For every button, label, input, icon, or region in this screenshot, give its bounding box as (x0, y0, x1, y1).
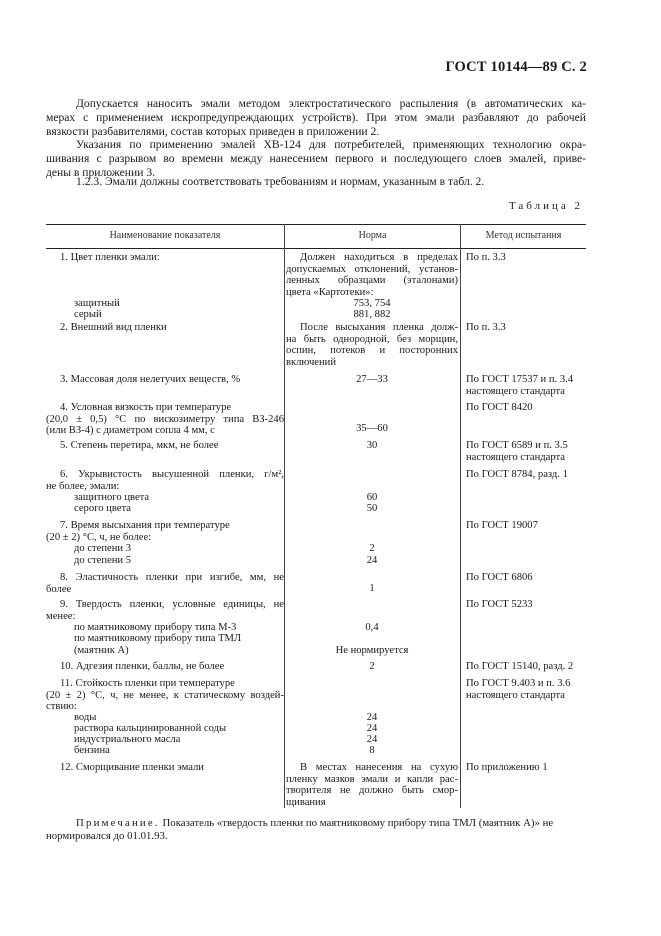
method-text: По ГОСТ 6806 (466, 572, 533, 583)
method-text: По ГОСТ 15140, разд. 2 (466, 661, 574, 672)
sub-norm: 2 (369, 543, 375, 554)
norm-text: пленку мазков эмали и капли рас- (286, 773, 458, 785)
sub-name: серый (74, 309, 102, 320)
norm-text: щивания (286, 796, 326, 808)
norm-text: оспин, потеков и посторонних (286, 345, 458, 356)
norm-text: ленных образцами (эталонами) (286, 275, 458, 286)
sub-norm: 8 (369, 745, 375, 756)
text-line: дены в приложении 3. (46, 166, 156, 179)
indicator-name: (или ВЗ-4) с диаметром сопла 4 мм, с (46, 425, 215, 436)
method-text: По п. 3.3 (466, 252, 506, 263)
indicator-name: (20 ± 2) °С, ч, не более: (46, 531, 152, 543)
sub-norm: 24 (366, 723, 378, 734)
norm-text: 2 (369, 661, 375, 672)
sub-norm: 24 (366, 734, 378, 745)
sub-norm: 24 (366, 555, 378, 566)
text-line: Допускается наносить эмали методом электростатического распыления (в автоматических ка- (76, 97, 586, 110)
method-text: По ГОСТ 6589 и п. 3.5 (466, 440, 568, 451)
indicator-name: не более, эмали: (46, 480, 120, 492)
intro-paragraph-2 (46, 138, 586, 180)
indicator-name: более (46, 583, 72, 595)
sub-name: защитного цвета (74, 492, 150, 503)
indicator-name: 10. Адгезия пленки, баллы, не более (60, 661, 225, 672)
norm-text: 30 (366, 440, 378, 451)
indicator-name: 9. Твердость пленки, условные единицы, не (60, 599, 284, 610)
text-line: Указания по применению эмалей ХВ-124 для потребителей, применяющих технологию окра- (76, 138, 586, 151)
indicator-name: 11. Стойкость пленки при температуре (60, 678, 235, 689)
indicator-name: 7. Время высыхания при температуре (60, 520, 230, 531)
page-header: ГОСТ 10144—89 С. 2 (445, 59, 587, 75)
table-caption: Таблица 2 (508, 200, 583, 212)
sub-name: бензина (74, 745, 110, 756)
norm-text: допускаемых отклонений, установ- (286, 263, 458, 275)
note-text-continued: нормировался до 01.01.93. (46, 830, 168, 842)
norm-text: цвета «Картотеки»: (286, 286, 374, 298)
sub-name: защитный (74, 298, 120, 309)
indicator-name: менее: (46, 610, 76, 622)
method-text: настоящего стандарта (466, 451, 565, 463)
method-text: По ГОСТ 8784, разд. 1 (466, 469, 568, 480)
indicator-name: 6. Укрывистость высушенной пленки, г/м², (60, 469, 284, 480)
method-text: настоящего стандарта (466, 689, 565, 701)
sub-norm: 881, 882 (353, 309, 391, 320)
column-divider (460, 224, 461, 808)
intro-paragraph-1 (46, 97, 586, 139)
sub-norm: 753, 754 (353, 298, 391, 309)
indicator-name: (20,0 ± 0,5) °С по вискозиметру типа ВЗ-246 (46, 413, 284, 425)
indicator-name: (20 ± 2) °С, ч, не менее, к статическому воздей- (46, 689, 284, 701)
method-text: По ГОСТ 5233 (466, 599, 533, 610)
norm-text: Должен находиться в пределах (300, 252, 458, 263)
norm-text: на быть однородной, без морщин, (286, 333, 458, 345)
note-text: Показатель «твердость пленки по маятниковому прибору типа ТМЛ (маятник А)» не (159, 817, 554, 829)
sub-norm: 0,4 (365, 622, 379, 633)
table-header-rule (46, 248, 586, 249)
norm-text: 35—60 (356, 423, 388, 434)
indicator-name: 8. Эластичность пленки при изгибе, мм, не (60, 572, 284, 583)
sub-norm: 60 (366, 492, 378, 503)
sub-norm: 50 (366, 503, 378, 514)
sub-name: до степени 5 (74, 555, 132, 566)
column-header-indicator: Наименование показателя (109, 230, 221, 241)
sub-norm: Не нормируется (335, 645, 409, 656)
indicator-name: 3. Массовая доля нелетучих веществ, % (60, 374, 241, 385)
sub-name: воды (74, 712, 97, 723)
sub-name: до степени 3 (74, 543, 132, 554)
sub-name: (маятник А) (74, 645, 129, 656)
sub-name: раствора кальцинированной соды (74, 723, 227, 734)
method-text: настоящего стандарта (466, 385, 565, 397)
table-note (46, 817, 586, 843)
norm-text: После высыхания пленка долж- (300, 322, 458, 333)
indicator-name: 12. Сморщивание пленки эмали (60, 762, 204, 773)
column-header-method: Метод испытания (485, 230, 562, 241)
text-line: шивания с разрывом во времени между нанесением первого и последующего слоев эмалей, приве- (46, 152, 586, 165)
note-label: Примечание. (76, 817, 160, 829)
sub-name: серого цвета (74, 503, 131, 514)
method-text: По ГОСТ 9.403 и п. 3.6 (466, 678, 571, 689)
column-header-norm: Норма (358, 230, 387, 241)
text-line: 1.2.3. Эмали должны соответствовать требованиям и нормам, указанным в табл. 2. (76, 175, 485, 188)
method-text: По приложению 1 (466, 762, 548, 773)
method-text: По ГОСТ 8420 (466, 402, 533, 413)
text-line: вязкости разбавителями, состав которых приведен в приложении 2. (46, 125, 380, 138)
method-text: По ГОСТ 17537 и п. 3.4 (466, 374, 574, 385)
intro-paragraph-3 (46, 175, 586, 189)
indicator-name: 2. Внешний вид пленки (60, 322, 167, 333)
indicator-name: 4. Условная вязкость при температуре (60, 402, 232, 413)
sub-name: индустриального масла (74, 734, 181, 745)
norm-text: 27—33 (356, 374, 388, 385)
norm-text: включений (286, 356, 336, 368)
method-text: По ГОСТ 19007 (466, 520, 538, 531)
norm-text: В местах нанесения на сухую (300, 762, 458, 773)
indicator-name: 5. Степень перетира, мкм, не более (60, 440, 219, 451)
method-text: По п. 3.3 (466, 322, 506, 333)
sub-name: по маятниковому прибору типа ТМЛ (74, 633, 242, 644)
norm-text: творителя не должно быть смор- (286, 785, 458, 796)
column-divider (284, 224, 285, 808)
text-line: мерах с применением искропредупреждающих устройств). При этом эмали разбавляют до рабочей (46, 111, 586, 124)
indicator-name: 1. Цвет пленки эмали: (60, 252, 160, 263)
sub-name: по маятниковому прибору типа М-3 (74, 622, 237, 633)
indicator-name: ствию: (46, 701, 77, 712)
sub-norm: 24 (366, 712, 378, 723)
norm-text: 1 (369, 583, 375, 594)
